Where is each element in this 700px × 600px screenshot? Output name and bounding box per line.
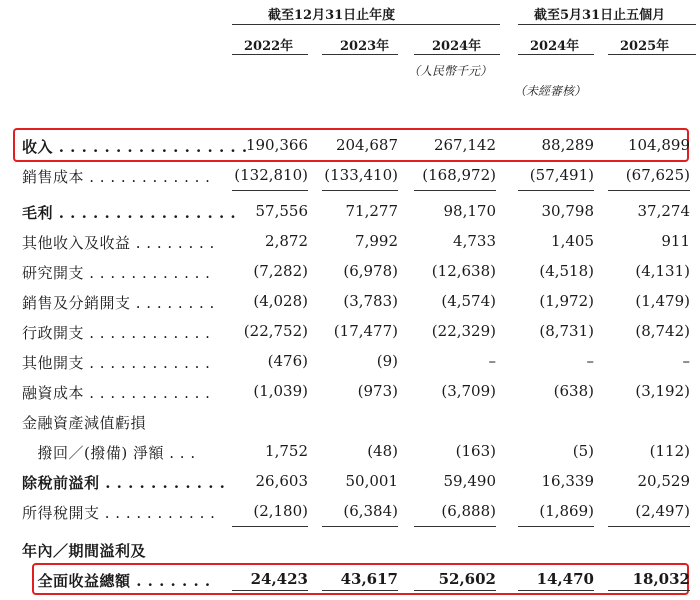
row-value: (12,638) xyxy=(431,262,496,280)
row-value: (112) xyxy=(649,442,690,460)
row-value: – xyxy=(682,352,690,370)
row-value: 204,687 xyxy=(335,136,398,154)
column-subtotal-rule xyxy=(322,590,398,591)
row-value: 37,274 xyxy=(637,202,690,220)
row-value: 43,617 xyxy=(340,570,398,588)
row-label: 全面收益總額 . . . . . . . xyxy=(22,572,211,590)
row-label: 其他開支 . . . . . . . . . . . . xyxy=(22,354,211,372)
row-value: (6,384) xyxy=(343,502,398,520)
column-subtotal-rule xyxy=(518,526,594,527)
header-group-annual: 截至12月31日止年度 xyxy=(268,8,396,23)
row-label: 金融資產減值虧損 xyxy=(22,414,147,432)
unaudited-note: （未經審核） xyxy=(514,84,587,98)
row-value: 88,289 xyxy=(541,136,594,154)
row-value: (1,972) xyxy=(539,292,594,310)
row-value: 190,366 xyxy=(245,136,308,154)
row-label: 銷售及分銷開支 . . . . . . . . xyxy=(22,294,215,312)
year-2025-period: 2025年 xyxy=(620,39,670,54)
row-value: (3,783) xyxy=(343,292,398,310)
row-value: – xyxy=(586,352,594,370)
year-2023: 2023年 xyxy=(340,39,390,54)
row-label: 撥回／(撥備) 淨額 . . . xyxy=(22,444,196,462)
column-subtotal-rule xyxy=(232,190,308,191)
row-value: 18,032 xyxy=(632,570,690,588)
year-2024: 2024年 xyxy=(432,39,482,54)
row-label: 研究開支 . . . . . . . . . . . . xyxy=(22,264,211,282)
column-subtotal-rule xyxy=(414,190,496,191)
row-value: 2,872 xyxy=(265,232,308,250)
row-value: (133,410) xyxy=(324,166,398,184)
row-value: 52,602 xyxy=(438,570,496,588)
row-value: 1,752 xyxy=(265,442,308,460)
row-value: 16,339 xyxy=(541,472,594,490)
column-subtotal-rule xyxy=(608,526,690,527)
row-value: (132,810) xyxy=(234,166,308,184)
row-value: (7,282) xyxy=(253,262,308,280)
row-value: (4,028) xyxy=(253,292,308,310)
row-value: – xyxy=(488,352,496,370)
row-label: 銷售成本 . . . . . . . . . . . . xyxy=(22,168,211,186)
row-value: (1,039) xyxy=(253,382,308,400)
row-value: (973) xyxy=(357,382,398,400)
row-value: (2,497) xyxy=(635,502,690,520)
row-value: (3,709) xyxy=(441,382,496,400)
row-value: 20,529 xyxy=(637,472,690,490)
row-label: 除稅前溢利 . . . . . . . . . . . xyxy=(22,474,226,492)
column-subtotal-rule xyxy=(232,590,308,591)
row-value: 7,992 xyxy=(355,232,398,250)
row-label: 其他收入及收益 . . . . . . . . xyxy=(22,234,215,252)
unit-note: （人民幣千元） xyxy=(408,64,493,78)
row-value: (22,752) xyxy=(243,322,308,340)
column-subtotal-rule xyxy=(414,590,496,591)
column-subtotal-rule xyxy=(322,190,398,191)
row-label: 行政開支 . . . . . . . . . . . . xyxy=(22,324,211,342)
year-2022: 2022年 xyxy=(244,39,294,54)
header-group-five-months-rule xyxy=(518,24,696,25)
row-value: 50,001 xyxy=(345,472,398,490)
row-label: 年內／期間溢利及 xyxy=(22,542,147,560)
row-value: (67,625) xyxy=(625,166,690,184)
row-value: (4,574) xyxy=(441,292,496,310)
column-subtotal-rule xyxy=(608,590,690,591)
row-value: (2,180) xyxy=(253,502,308,520)
row-label: 融資成本 . . . . . . . . . . . . xyxy=(22,384,211,402)
row-value: (22,329) xyxy=(431,322,496,340)
row-value: 267,142 xyxy=(433,136,496,154)
row-value: (57,491) xyxy=(529,166,594,184)
row-value: (4,131) xyxy=(635,262,690,280)
row-value: 1,405 xyxy=(551,232,594,250)
year-2024-period: 2024年 xyxy=(530,39,580,54)
row-value: 26,603 xyxy=(255,472,308,490)
row-value: 911 xyxy=(661,232,690,250)
row-value: (3,192) xyxy=(635,382,690,400)
row-value: (6,978) xyxy=(343,262,398,280)
row-value: 24,423 xyxy=(250,570,308,588)
row-value: (17,477) xyxy=(333,322,398,340)
column-subtotal-rule xyxy=(608,190,690,191)
header-group-annual-rule xyxy=(232,24,500,25)
row-value: (1,869) xyxy=(539,502,594,520)
row-value: 59,490 xyxy=(443,472,496,490)
header-group-five-months: 截至5月31日止五個月 xyxy=(534,8,666,23)
row-value: (168,972) xyxy=(422,166,496,184)
row-value: (476) xyxy=(267,352,308,370)
row-value: 57,556 xyxy=(255,202,308,220)
row-value: 14,470 xyxy=(536,570,594,588)
row-value: 71,277 xyxy=(345,202,398,220)
column-subtotal-rule xyxy=(232,526,308,527)
row-value: 98,170 xyxy=(443,202,496,220)
row-value: 104,899 xyxy=(627,136,690,154)
row-label: 收入 . . . . . . . . . . . . . . . . . xyxy=(22,138,248,156)
row-value: (638) xyxy=(553,382,594,400)
column-subtotal-rule xyxy=(518,590,594,591)
row-value: (8,731) xyxy=(539,322,594,340)
row-value: (9) xyxy=(376,352,398,370)
row-value: (1,479) xyxy=(635,292,690,310)
row-value: 4,733 xyxy=(453,232,496,250)
row-value: (6,888) xyxy=(441,502,496,520)
column-subtotal-rule xyxy=(414,526,496,527)
row-value: (163) xyxy=(455,442,496,460)
row-value: 30,798 xyxy=(541,202,594,220)
row-value: (48) xyxy=(367,442,398,460)
column-subtotal-rule xyxy=(518,190,594,191)
row-value: (4,518) xyxy=(539,262,594,280)
row-value: (5) xyxy=(572,442,594,460)
row-value: (8,742) xyxy=(635,322,690,340)
row-label: 毛利 . . . . . . . . . . . . . . . . xyxy=(22,204,237,222)
column-subtotal-rule xyxy=(322,526,398,527)
row-label: 所得稅開支 . . . . . . . . . . . xyxy=(22,504,216,522)
